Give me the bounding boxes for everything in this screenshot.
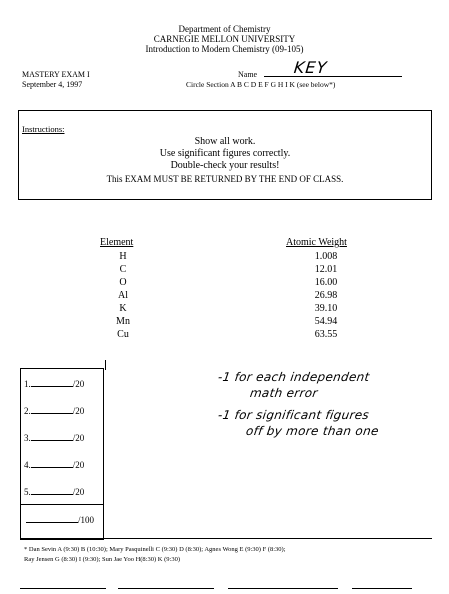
score-row-4[interactable] bbox=[24, 459, 100, 470]
score-row-3[interactable] bbox=[24, 432, 100, 443]
element-cell: O bbox=[119, 277, 127, 288]
grading-note-line-4: off by more than one bbox=[245, 424, 380, 438]
element-cell: Mn bbox=[116, 316, 130, 327]
instruction-line: Use significant figures correctly. bbox=[159, 148, 291, 159]
footer-rule bbox=[20, 538, 432, 539]
element-column-header: Element bbox=[100, 237, 134, 248]
exam-title: MASTERY EXAM I bbox=[22, 70, 90, 79]
score-row-2[interactable] bbox=[24, 405, 100, 416]
element-cell: H bbox=[119, 251, 127, 262]
weight-cell: 26.98 bbox=[314, 290, 338, 301]
weight-cell: 63.55 bbox=[314, 329, 338, 340]
score-row-1[interactable] bbox=[24, 378, 100, 389]
page-edge-rule bbox=[352, 588, 412, 589]
score-total[interactable] bbox=[26, 514, 102, 525]
score-blank[interactable] bbox=[31, 378, 73, 387]
score-max: /20 bbox=[72, 487, 85, 497]
score-blank[interactable] bbox=[31, 486, 73, 495]
score-max: /20 bbox=[72, 433, 85, 443]
weight-cell: 39.10 bbox=[314, 303, 338, 314]
page-edge-rule bbox=[118, 588, 214, 589]
exam-date: September 4, 1997 bbox=[22, 80, 83, 89]
box-tick bbox=[105, 360, 106, 370]
score-blank[interactable] bbox=[31, 432, 73, 441]
question-number: 5. bbox=[24, 487, 31, 497]
score-divider bbox=[20, 504, 104, 505]
instruction-line: This EXAM MUST BE RETURNED BY THE END OF CLASS. bbox=[106, 174, 344, 184]
element-cell: Cu bbox=[117, 329, 129, 340]
page-edge-rule bbox=[228, 588, 338, 589]
instruction-line: Double-check your results! bbox=[170, 160, 280, 171]
element-cell: K bbox=[119, 303, 127, 314]
score-max: /20 bbox=[72, 460, 85, 470]
grading-note-line-2: math error bbox=[249, 386, 319, 400]
element-cell: Al bbox=[118, 290, 128, 301]
grading-note-line-3: -1 for significant figures bbox=[217, 408, 371, 422]
question-number: 3. bbox=[24, 433, 31, 443]
weight-cell: 1.008 bbox=[314, 251, 338, 262]
name-value: KEY bbox=[293, 58, 329, 77]
question-number: 4. bbox=[24, 460, 31, 470]
section-selector[interactable]: Circle Section A B C D E F G H I K (see below*) bbox=[186, 80, 336, 89]
score-max: /20 bbox=[72, 379, 85, 389]
university-heading: CARNEGIE MELLON UNIVERSITY bbox=[153, 34, 296, 44]
element-cell: C bbox=[119, 264, 127, 275]
instruction-line: Show all work. bbox=[194, 136, 256, 147]
score-blank[interactable] bbox=[31, 405, 73, 414]
footer-note-line-2: Ray Jensen G (8:30) I (9:30); Sun Jae Yoo H(8:30) K (9:30) bbox=[24, 556, 180, 563]
name-field[interactable] bbox=[264, 58, 402, 77]
weight-cell: 54.94 bbox=[314, 316, 338, 327]
footer-note-line-1: * Dan Sevin A (9:30) B (10:30); Mary Pasquinelli C (9:30) D (8:30); Agnes Wong E (9:30) F (8:30); bbox=[24, 546, 286, 553]
department-heading: Department of Chemistry bbox=[178, 24, 271, 34]
page-edge-rule bbox=[20, 588, 106, 589]
weight-column-header: Atomic Weight bbox=[286, 237, 347, 248]
score-blank[interactable] bbox=[31, 459, 73, 468]
instructions-title: Instructions: bbox=[22, 124, 65, 134]
weight-cell: 12.01 bbox=[314, 264, 338, 275]
total-max: /100 bbox=[78, 515, 95, 525]
question-number: 2. bbox=[24, 406, 31, 416]
weight-cell: 16.00 bbox=[314, 277, 338, 288]
score-row-5[interactable] bbox=[24, 486, 100, 497]
score-max: /20 bbox=[72, 406, 85, 416]
grading-note-line-1: -1 for each independent bbox=[217, 370, 371, 384]
question-number: 1. bbox=[24, 379, 31, 389]
course-heading: Introduction to Modern Chemistry (09-105) bbox=[145, 44, 304, 54]
total-blank[interactable] bbox=[26, 514, 78, 523]
name-label: Name bbox=[238, 70, 258, 79]
